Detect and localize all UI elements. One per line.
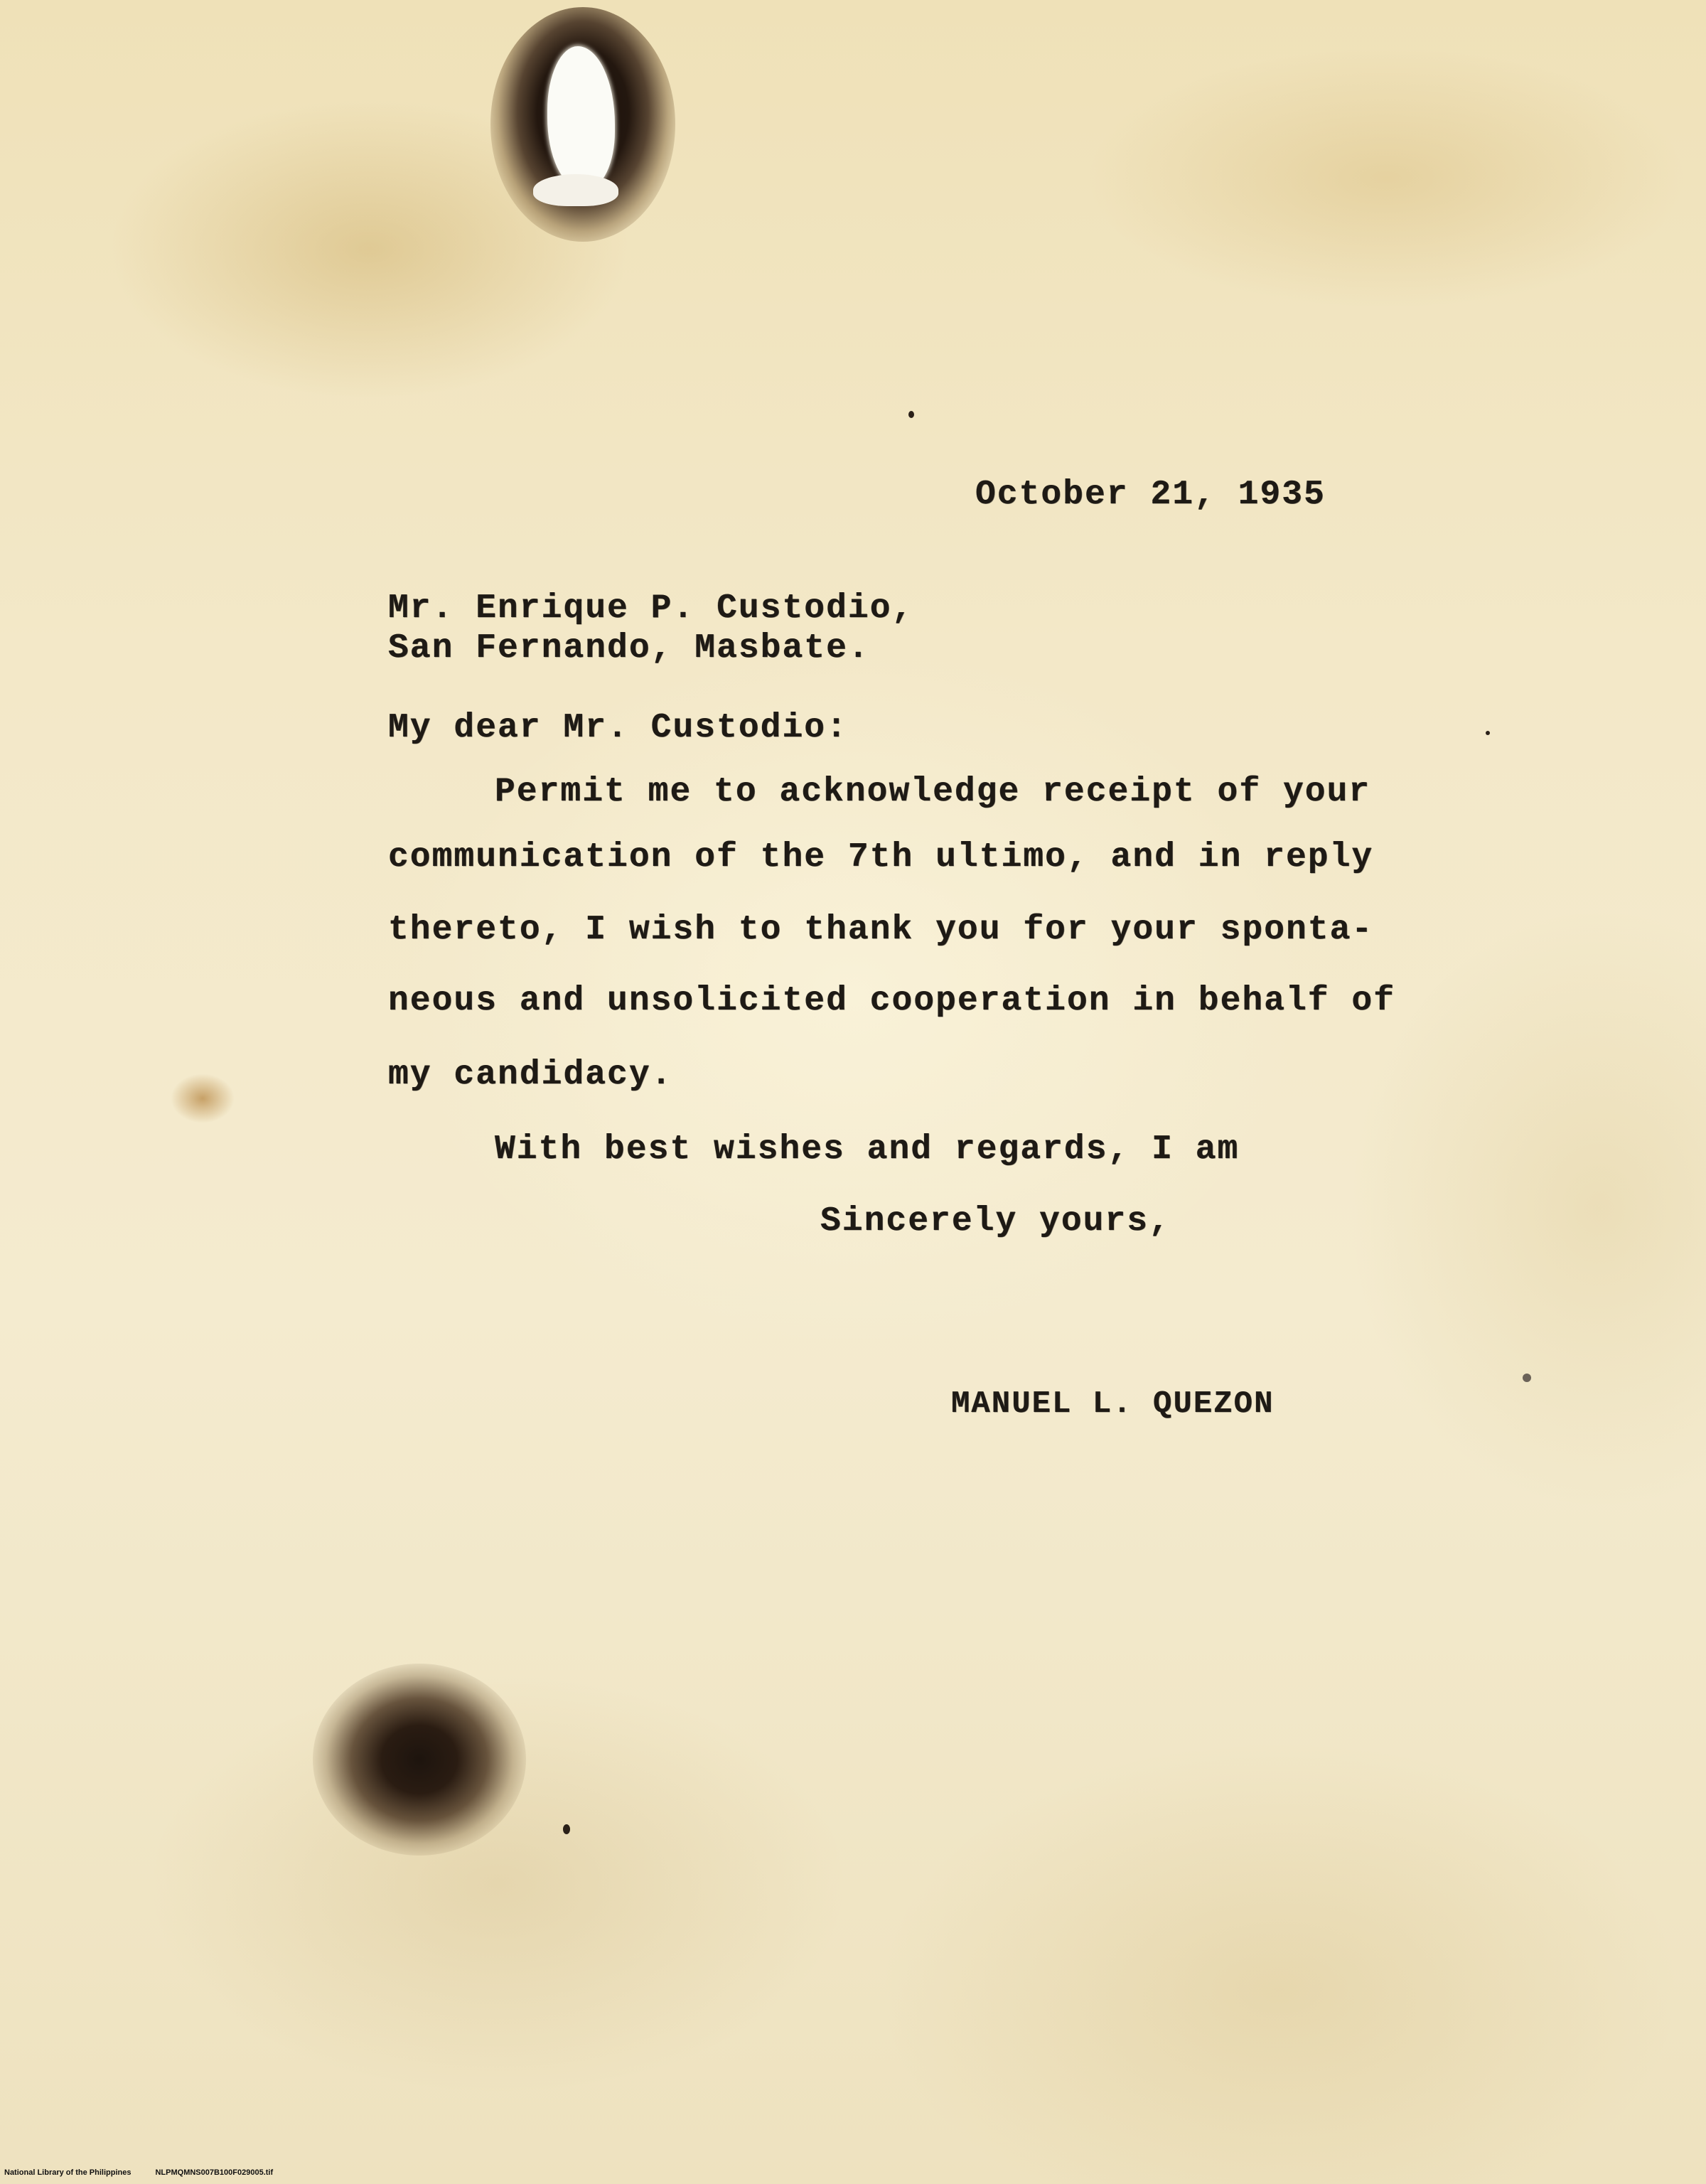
burn-hole xyxy=(490,7,675,242)
water-stain xyxy=(171,1074,235,1123)
ink-speck xyxy=(908,411,914,418)
ink-speck xyxy=(1523,1374,1531,1382)
letter-date: October 21, 1935 xyxy=(975,476,1326,514)
body-line: Permit me to acknowledge receipt of your xyxy=(495,773,1371,811)
ink-speck xyxy=(1486,731,1490,735)
burn-hole-gap xyxy=(547,46,615,188)
signature-name: MANUEL L. QUEZON xyxy=(951,1386,1275,1422)
body-line: my candidacy. xyxy=(388,1056,673,1094)
burn-hole-gap-lower xyxy=(533,174,618,206)
ink-speck xyxy=(563,1824,570,1834)
complimentary-close: Sincerely yours, xyxy=(820,1202,1171,1241)
recipient-address: San Fernando, Masbate. xyxy=(388,629,870,668)
body-line: neous and unsolicited cooperation in behalf of xyxy=(388,982,1396,1020)
body-line: communication of the 7th ultimo, and in reply xyxy=(388,838,1374,877)
salutation: My dear Mr. Custodio: xyxy=(388,709,848,747)
library-name: National Library of the Philippines xyxy=(4,2168,132,2177)
file-id: NLPMQMNS007B100F029005.tif xyxy=(155,2168,274,2177)
scorch-spot xyxy=(313,1664,526,1856)
recipient-name: Mr. Enrique P. Custodio, xyxy=(388,589,914,628)
closing-sentence: With best wishes and regards, I am xyxy=(495,1130,1240,1169)
archive-footer xyxy=(4,2168,297,2177)
body-line: thereto, I wish to thank you for your sponta- xyxy=(388,911,1374,949)
